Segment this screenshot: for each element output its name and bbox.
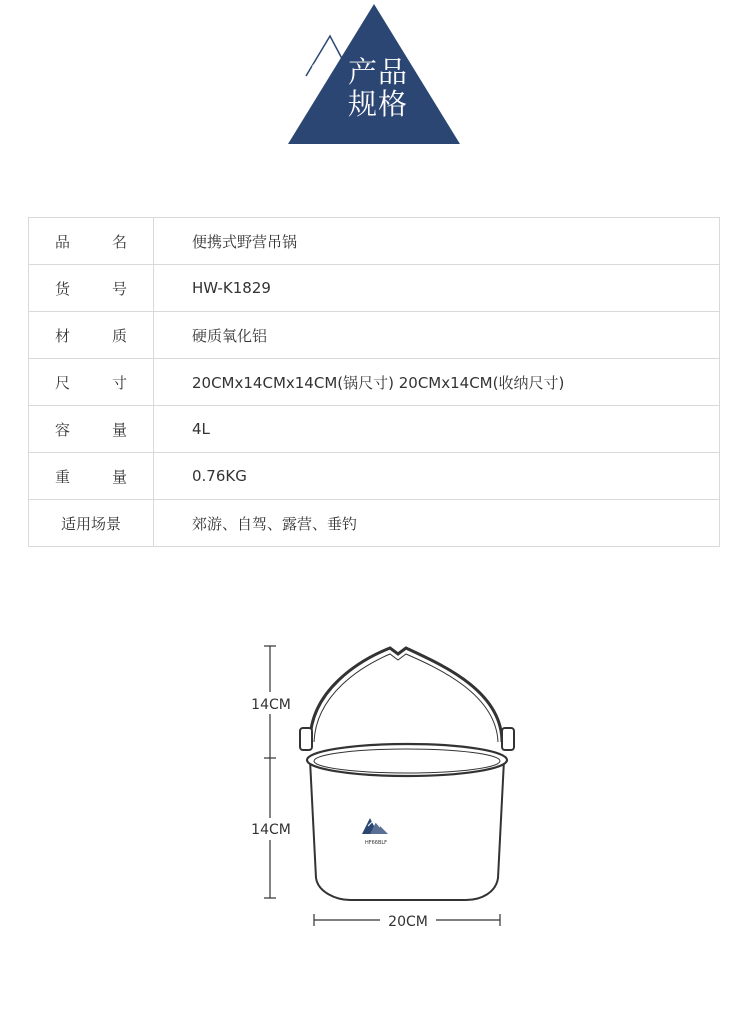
spec-value: 0.76KG: [154, 453, 720, 500]
spec-value: 便携式野营吊锅: [154, 218, 720, 265]
spec-table: [28, 217, 720, 547]
spec-label-cell: [29, 359, 154, 406]
pot-height-label: 14CM: [251, 822, 291, 838]
width-label: 20CM: [388, 914, 428, 930]
spec-row: [29, 453, 720, 500]
spec-label: 容量: [55, 420, 127, 439]
spec-label: 货号: [55, 279, 127, 298]
spec-label: 材质: [55, 326, 127, 345]
spec-label-cell: [29, 218, 154, 265]
spec-row: [29, 406, 720, 453]
spec-label-cell: [29, 406, 154, 453]
spec-label: 品名: [55, 232, 127, 251]
spec-row: [29, 218, 720, 265]
spec-row: [29, 500, 720, 547]
pot-ear-left: [300, 728, 312, 750]
spec-value: 20CMx14CMx14CM(锅尺寸) 20CMx14CM(收纳尺寸): [154, 359, 720, 406]
spec-row: [29, 312, 720, 359]
pot-handle: [310, 648, 502, 742]
spec-row: [29, 359, 720, 406]
spec-value: 硬质氧化铝: [154, 312, 720, 359]
brand-logo-text: HF66BLF: [364, 840, 388, 846]
pot-dimension-diagram: [240, 630, 520, 944]
section-title-badge: [288, 4, 460, 146]
spec-label: 尺寸: [55, 373, 127, 392]
handle-height-label: 14CM: [251, 697, 291, 713]
pot-handle-inner: [314, 654, 498, 742]
section-title-line2: 规格: [347, 87, 408, 121]
spec-row: [29, 265, 720, 312]
pot-ear-right: [502, 728, 514, 750]
pot-body: [310, 760, 504, 900]
spec-label-cell: [29, 265, 154, 312]
spec-label-cell: [29, 500, 154, 547]
pot-illustration: [240, 630, 520, 940]
section-title-line1: 产品: [347, 55, 408, 89]
spec-value: HW-K1829: [154, 265, 720, 312]
spec-label-cell: [29, 312, 154, 359]
spec-label-cell: [29, 453, 154, 500]
spec-value: 4L: [154, 406, 720, 453]
section-title: [338, 56, 418, 120]
spec-value: 郊游、自驾、露营、垂钓: [154, 500, 720, 547]
spec-label: 重量: [55, 467, 127, 486]
spec-label: 适用场景: [60, 514, 121, 533]
